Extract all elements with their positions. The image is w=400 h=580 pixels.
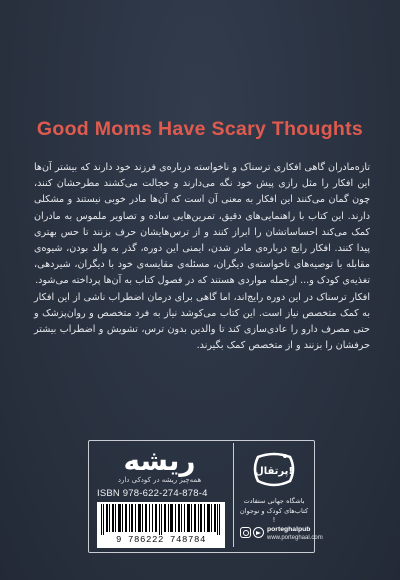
social-handle: porteghalpub <box>267 526 311 533</box>
box-divider <box>233 443 234 547</box>
publisher-tagline <box>238 497 310 526</box>
blurb-paragraph-1: تازه‌مادران گاهی افکاری ترسناک و ناخواسته درباره‌ی فرزند خود دارند که بیشتر آن‌ها این افکار را مثل رازی پیش خود نگه می‌دارند و خجالت می‌کشند مطرحشان کنند، چون گمان می‌کنند این افکار به معنی آن است که آن‌ها مادر خوبی نیستند و مشکلی دارند. این کتاب با راهنمایی‌های دقیق، تمرین‌هایی ساده و تصاویر ملموس به مادران کمک می‌کند احساساتشان را ابراز کنند و از ترس‌هایشان حرف بزنند تا حس بهتری پیدا کنند. افکار رایج درباره‌ی مادر شدن، ایمنی این دوره، گذر به والد بودن، شیوه‌ی مقابله با توصیه‌های ناخواسته‌ی دیگران، مسئله‌ی مقایسه‌ی خود با دیگران، شیردهی، تغذیه‌ی کودک و... ازجمله مواردی هستند که در فصول کتاب به آن‌ها پرداخته می‌شود. <box>34 162 370 287</box>
imprint-block <box>92 446 227 484</box>
imprint-logo: ریشه <box>123 444 196 477</box>
isbn-text: ISBN 978-622-274-878-4 <box>97 488 208 499</box>
publisher-logo-text: پرتقال! <box>255 466 293 477</box>
barcode <box>97 502 225 548</box>
telegram-icon <box>253 527 264 538</box>
blurb <box>34 160 370 354</box>
publisher-website: www.porteghaal.com <box>267 535 323 541</box>
publisher-tagline-line2: کتاب‌های کودک و نوجوان ! <box>239 506 309 524</box>
instagram-icon <box>240 527 251 538</box>
book-title: Good Moms Have Scary Thoughts <box>36 118 364 140</box>
imprint-tagline: همه‌چیز ریشه در کودکی دارد <box>117 476 202 484</box>
publisher-tagline-line1: باشگاه جهانی ستفادت <box>243 497 305 505</box>
blurb-paragraph-2: افکار ترسناک در این دوره رایج‌اند، اما گاهی برای درمان اضطراب ناشی از این افکار به کمک متخصص نیاز است. این کتاب می‌کوشد نیاز به فرد متخصص و روان‌پزشک و حتی مصرف دارو را عادی‌سازی کند تا والدین بدون ترس، تشویش و اضطراب بیشتر حرفشان را بزنند و از متخصص کمک بگیرند. <box>34 291 370 352</box>
social-links <box>240 525 323 545</box>
barcode-digits: 9 786222 748784 <box>115 535 206 545</box>
barcode-bars <box>99 504 223 535</box>
publisher-logo <box>252 451 296 489</box>
